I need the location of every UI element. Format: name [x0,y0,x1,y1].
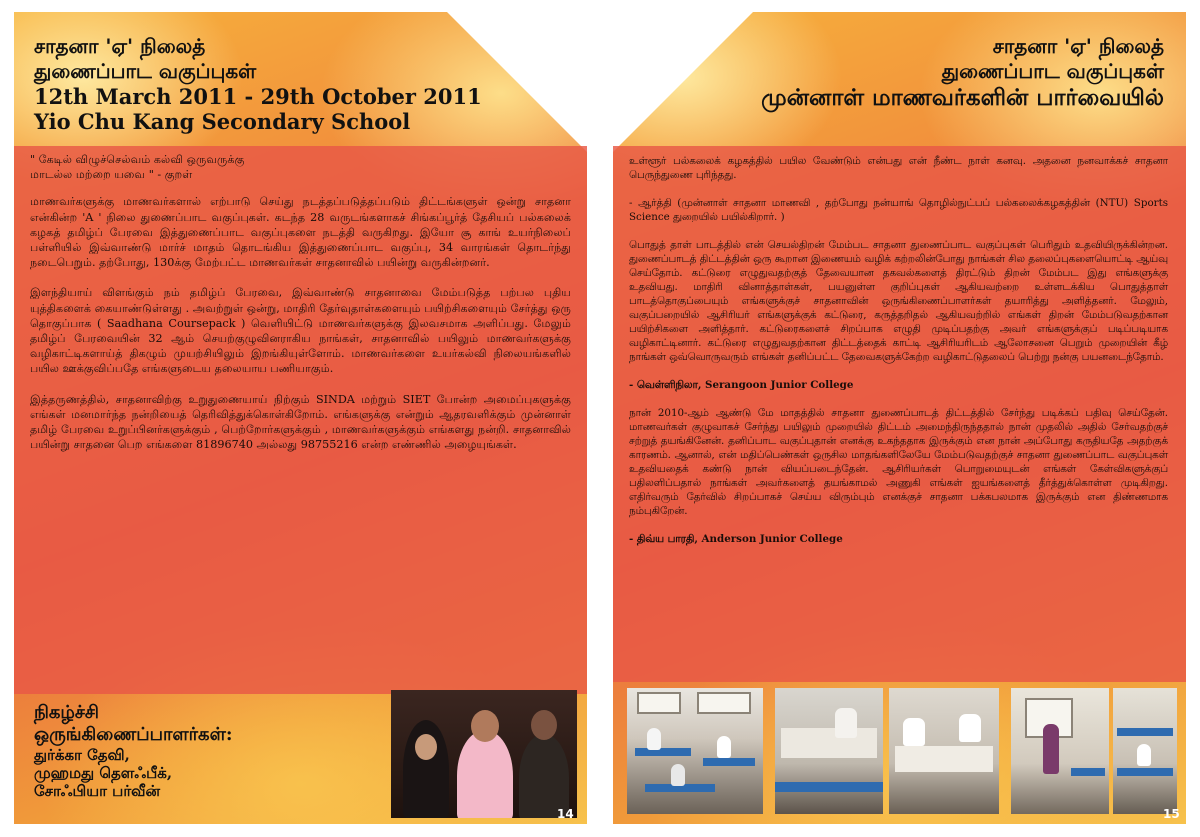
organizers-title-2: ஒருங்கிணைப்பாளர்கள்: [34,724,233,745]
heading-dates: 12th March 2011 - 29th October 2011 [34,84,482,109]
student [647,728,661,750]
student [671,764,685,786]
window [637,692,681,714]
classroom-photo-5 [1113,688,1177,814]
testimonial-1-author: - ஆர்த்தி (முன்னாள் சாதனா மாணவி , தற்போது நன்யாங் தொழில்நுட்பப் பல்கலைக்கழகத்தின் (NTU) Sports Science துறையில் பயில்கிறார். ) [629,197,1168,223]
quote-line-1: " கேடில் விழுச்செல்வம் கல்வி ஒருவருக்கு [30,153,245,166]
person-3-face [531,710,557,740]
student [903,718,925,746]
desk [1117,728,1173,736]
teacher [1043,724,1059,774]
paragraph-intro: மாணவர்களுக்கு மாணவர்களால் எற்பாடு செய்து நடத்தப்படுத்தப்படும் திட்டங்களுள் ஒன்று சாதனா என்கின்ற 'A ' நிலை துணைப்பாட வகுப்புகள். கடந்த 28 வருடங்களாகச் சிங்கப்பூர்த் தேசியப் பல்கலைக் கழகத் தமிழ்ப் பேரவை இத்துணைப்பாட வகுப்புகளை நடத்தி வருகிறது. இயோ சூ காங் உயர்நிலைப் பள்ளியில் இவ்வாண்டு மார்ச் மாதம் தொடங்கிய இத்துணைப்பாட வகுப்பு, 34 வாரங்கள் தொடர்ந்து நடைபெறும். தற்போது, 130க்கு மேற்பட்ட மாணவர்கள் சாதனாவில் பயின்று வருகின்றனர். [30,195,571,270]
classroom-photo-3 [889,688,999,814]
student [959,714,981,742]
page-number: 15 [1163,807,1180,821]
paragraph-initiatives: இளந்தியாய் விளங்கும் நம் தமிழ்ப் பேரவை, இவ்வாண்டு சாதனாவை மேம்படுத்த பற்பல புதிய யுத்திகளைக் கையாண்டுள்ளது . அவற்றுள் ஒன்று, மாதிரி தேர்வுதாள்களையும் பயிற்சிகளையும் சேர்த்து ஒரு தொகுப்பாக ( Saadhana Coursepack ) வெளியிட்டு மாணவர்களுக்கு இலவசமாக அளிப்பது. மேலும் தமிழ்ப் பேரவையின் 32 ஆம் செயற்குழுவினராகிய நாங்கள், சாதனாவில் பயிலும் மாணவர்களுக்கு வழிகாட்டிகளாய்த் திகழும் முயற்சியிலும் இறங்கியுள்ளோம். மாணவர்களை உயர்கல்வி நிலையங்களில் பயில ஊக்குவிப்பதே எங்களுடைய தலையாய பணியாகும். [30,286,571,376]
heading-line-2: துணைப்பாட வகுப்புகள் [34,59,257,83]
person-3-figure [519,734,569,818]
classroom-photo-2 [775,688,883,814]
page-corner-cut [613,12,753,152]
person-2-figure [457,730,513,818]
organizers-photo [391,690,577,818]
quote-line-2: மாடல்ல மற்றை யவை " - குறள் [30,168,193,182]
testimonial-3: நான் 2010-ஆம் ஆண்டு மே மாதத்தில் சாதனா துணைப்பாடத் திட்டத்தில் சேர்ந்து படிக்கப் பதிவு செய்தேன். மாணவர்கள் குழுவாகச் சேர்ந்து பயிலும் முறையில் திட்டம் அமைந்திருந்ததால் நான் முதலில் அதில் சேர்வதற்குச் சற்றுத் தயங்கினேன். தனிப்பாட வகுப்புதான் எனக்கு உகந்ததாக இருக்கும் என நான் அப்போது கருதியதே அதற்குக் காரணம். ஆனால், என் மதிப்பெண்கள் ஒருசில மாதங்களிலேயே மேம்படுவதற்குச் சாதனா துணைப்பாட வகுப்புகள் உதவியதைக் கண்டு நான் வியப்படைந்தேன். ஆசிரியர்கள் பொறுமையுடன் எங்கள் கேள்விகளுக்குப் பதிலளிப்பதால் நாங்கள் அவர்களைத் தயங்காமல் அணுகி எங்கள் ஐயங்களைத் தீர்த்துக்கொள்ள முடிகிறது. எதிர்வரும் தேர்வில் சிறப்பாகச் செய்ய விரும்பும் எனக்குச் சாதனா பக்கபலமாக இருக்கும் என திண்ணமாக நம்புகிறேன். [629,407,1168,517]
student [717,736,731,758]
organizer-name: முஹமது தௌஃபீக், [34,764,173,782]
testimonial-1: உள்ளூர் பல்கலைக் கழகத்தில் பயில வேண்டும் என்பது என் நீண்ட நாள் கனவு. அதனை நனவாக்கச் சாதனா பெருந்துணை புரிந்தது. [629,155,1168,181]
heading-line-1: சாதனா 'ஏ' நிலைத் [992,34,1164,58]
heading-subtitle: முன்னாள் மாணவர்களின் பார்வையில் [761,84,1164,111]
organizers-title-1: நிகழ்ச்சி [34,702,99,723]
right-page [613,12,1186,824]
testimonial-3-author: - திவ்ய பாரதி, Anderson Junior College [629,533,843,545]
papers-on-desk [781,728,877,758]
papers-on-desk [895,746,993,772]
person-1-face [415,734,437,760]
organizer-name: துர்க்கா தேவி, [34,746,130,764]
heading-line-1: சாதனா 'ஏ' நிலைத் [34,34,206,58]
testimonial-2: பொதுத் தாள் பாடத்தில் என் செயல்திறன் மேம்பட சாதனா துணைப்பாட வகுப்புகள் பெரிதும் உதவியிருக்கின்றன. துணைப்பாடத் திட்டத்தின் ஒரு கூறான இணையம் வழிக் கற்றலின்போது நாங்கள் சில தலைப்புகளையொட்டி ஆய்வு செய்தோம். கட்டுரை எழுதுவதற்குத் தேவையான தகவல்களைத் திரட்டும் திறன் மேம்பட இது எங்களுக்கு உதவியது. மாதிரி வினாத்தாள்கள், பயனுள்ள குறிப்புகள் ஆகியவற்றை உள்ளடக்கிய பொதுத்தாள் பாடத்தொகுப்பையும் எங்களுக்குச் சாதனாவின் ஒருங்கிணைப்பாளர்கள் தயாரித்து அளித்தனர். மேலும், வகுப்பறையில் ஆசிரியர் எங்களுக்குக் கட்டுரை, கருத்தறிதல் ஆகியவற்றில் எங்கள் திறன் மேம்படுவதற்கான பயிற்சிகளை அளித்தார். கட்டுரைகளைச் சிறப்பாக எழுதி முடிப்பதற்கு அவர் எங்களுக்குப் படிப்படியாக வழிகாட்டினார். கட்டுரை எழுதுவதற்கான திட்டத்தைக் காட்டி ஆசிரியரிடம் ஆலோசனை பெறும் முறையின் கீழ் நாங்கள் ஒவ்வொருவரும் எங்கள் தனிப்பட்ட தேவைகளுக்கேற்ற வழிகாட்டுதலைப் பெற்று நன்கு பயனடைந்தோம். [629,239,1168,363]
organizers-block [34,702,232,800]
desk [775,782,883,792]
heading-school: Yio Chu Kang Secondary School [34,109,411,134]
left-page-heading [34,34,482,134]
student [1137,744,1151,766]
testimonial-2-author: - வெள்ளிநிலா, Serangoon Junior College [629,379,854,391]
person-2-face [471,710,499,742]
right-text-panel [613,146,1186,682]
organizer-name: சோஃபியா பர்வீன் [34,782,161,800]
right-page-heading [761,34,1164,112]
paragraph-thanks: இத்தருணத்தில், சாதனாவிற்கு உறுதுணையாய் நிற்கும் SINDA மற்றும் SIET போன்ற அமைப்புகளுக்கு எங்கள் மனமார்ந்த நன்றியைத் தெரிவித்துக்கொள்கிறோம். எங்களுக்கு என்றும் ஆதரவளிக்கும் முன்னாள் தமிழ் பேரவை உறுப்பினர்களுக்கும் , பெற்றோர்களுக்கும் , மாணவர்களுக்கும் எங்களது நன்றி. சாதனாவில் பயின்று சாதனை பெற எங்களை 81896740 அல்லது 98755216 என்ற எண்ணில் அழையுங்கள். [30,392,571,452]
left-page [14,12,587,824]
heading-line-2: துணைப்பாட வகுப்புகள் [941,59,1164,83]
window [697,692,751,714]
classroom-photo-4 [1011,688,1109,814]
kural-quote [30,152,571,182]
desk [1117,768,1173,776]
page-number: 14 [557,807,574,821]
classroom-photo-1 [627,688,763,814]
student [835,708,857,738]
left-text-panel [14,146,587,694]
desk [703,758,755,766]
desk [1071,768,1105,776]
desk [635,748,691,756]
